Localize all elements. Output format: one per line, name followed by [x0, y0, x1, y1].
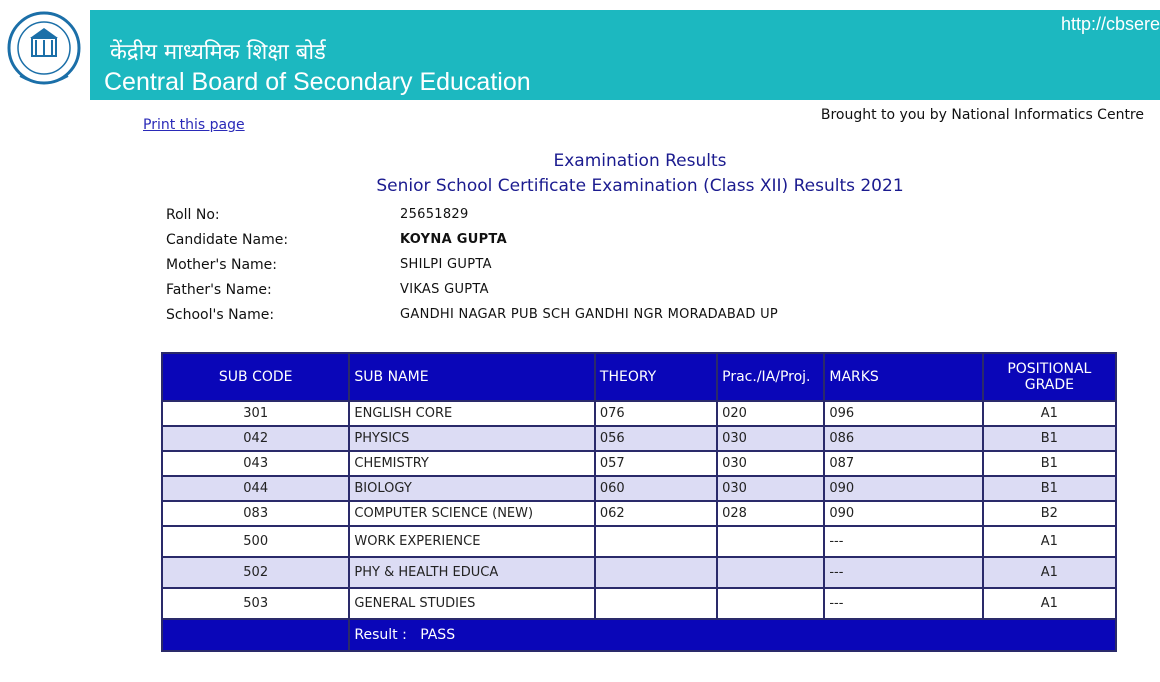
grade-cell: A1 [983, 526, 1116, 557]
mother-name-label: Mother's Name: [166, 256, 277, 273]
result-cell [349, 619, 1116, 651]
grade-cell: B1 [983, 476, 1116, 501]
sub-name-cell: BIOLOGY [349, 476, 595, 501]
table-row [162, 401, 1116, 426]
table-row [162, 526, 1116, 557]
theory-cell: 076 [595, 401, 717, 426]
grade-cell: B1 [983, 426, 1116, 451]
result-row [162, 619, 1116, 651]
header-banner [90, 10, 1160, 100]
col-sub-name: SUB NAME [349, 353, 595, 401]
header-title-hindi: केंद्रीय माध्यमिक शिक्षा बोर्ड [110, 40, 326, 65]
marks-cell: 090 [824, 476, 982, 501]
father-name-label: Father's Name: [166, 281, 272, 298]
credit-text: Brought to you by National Informatics Centre [820, 107, 1144, 123]
sub-code-cell: 500 [162, 526, 349, 557]
header-url[interactable]: http://cbsere [1060, 14, 1160, 34]
sub-name-cell: GENERAL STUDIES [349, 588, 595, 619]
roll-no-label: Roll No: [166, 206, 220, 223]
marks-cell: --- [824, 588, 982, 619]
roll-no-row [166, 202, 778, 227]
grade-cell: A1 [983, 557, 1116, 588]
marks-cell: 086 [824, 426, 982, 451]
print-page-link[interactable]: Print this page [143, 117, 245, 133]
sub-name-cell: ENGLISH CORE [349, 401, 595, 426]
col-marks: MARKS [824, 353, 982, 401]
candidate-name-row [166, 227, 778, 252]
prac-cell: 030 [717, 451, 824, 476]
grade-cell: A1 [983, 588, 1116, 619]
marks-cell: 090 [824, 501, 982, 526]
sub-code-cell: 044 [162, 476, 349, 501]
sub-code-cell: 503 [162, 588, 349, 619]
sub-code-cell: 301 [162, 401, 349, 426]
prac-cell: 030 [717, 476, 824, 501]
col-theory: THEORY [595, 353, 717, 401]
school-name-label: School's Name: [166, 306, 275, 323]
theory-cell: 057 [595, 451, 717, 476]
sub-name-cell: COMPUTER SCIENCE (NEW) [349, 501, 595, 526]
marks-cell: 087 [824, 451, 982, 476]
sub-name-cell: PHYSICS [349, 426, 595, 451]
table-header-row [162, 353, 1116, 401]
mother-name-row [166, 252, 778, 277]
sub-name-cell: WORK EXPERIENCE [349, 526, 595, 557]
grade-cell: A1 [983, 401, 1116, 426]
sub-code-cell: 083 [162, 501, 349, 526]
marks-cell: --- [824, 557, 982, 588]
candidate-name-label: Candidate Name: [166, 231, 289, 248]
candidate-info [166, 202, 778, 327]
table-row [162, 476, 1116, 501]
theory-cell [595, 526, 717, 557]
page-title: Examination Results [553, 151, 727, 171]
theory-cell [595, 557, 717, 588]
result-value: PASS [420, 627, 456, 643]
sub-code-cell: 042 [162, 426, 349, 451]
prac-cell [717, 588, 824, 619]
father-name-value: VIKAS GUPTA [400, 282, 489, 297]
sub-code-cell: 043 [162, 451, 349, 476]
results-table [161, 352, 1117, 652]
cbse-logo [6, 10, 82, 96]
candidate-name-value: KOYNA GUPTA [400, 232, 507, 247]
prac-cell [717, 526, 824, 557]
table-row [162, 501, 1116, 526]
school-name-row [166, 302, 778, 327]
col-grade-line2: GRADE [1024, 377, 1074, 393]
col-grade-line1: POSITIONAL [1007, 361, 1092, 377]
result-label: Result : [354, 627, 407, 643]
school-name-value: GANDHI NAGAR PUB SCH GANDHI NGR MORADABAD UP [400, 307, 779, 322]
sub-name-cell: CHEMISTRY [349, 451, 595, 476]
prac-cell: 028 [717, 501, 824, 526]
grade-cell: B2 [983, 501, 1116, 526]
col-prac: Prac./IA/Proj. [717, 353, 824, 401]
theory-cell: 062 [595, 501, 717, 526]
grade-cell: B1 [983, 451, 1116, 476]
table-row [162, 451, 1116, 476]
table-row [162, 588, 1116, 619]
theory-cell: 056 [595, 426, 717, 451]
marks-cell: 096 [824, 401, 982, 426]
table-row [162, 426, 1116, 451]
col-sub-code: SUB CODE [162, 353, 349, 401]
father-name-row [166, 277, 778, 302]
sub-name-cell: PHY & HEALTH EDUCA [349, 557, 595, 588]
sub-code-cell: 502 [162, 557, 349, 588]
theory-cell [595, 588, 717, 619]
prac-cell: 030 [717, 426, 824, 451]
result-spacer [162, 619, 349, 651]
mother-name-value: SHILPI GUPTA [400, 257, 492, 272]
table-row [162, 557, 1116, 588]
header-title-english: Central Board of Secondary Education [104, 68, 531, 96]
col-grade [983, 353, 1116, 401]
theory-cell: 060 [595, 476, 717, 501]
prac-cell: 020 [717, 401, 824, 426]
roll-no-value: 25651829 [400, 207, 469, 222]
prac-cell [717, 557, 824, 588]
page-subtitle: Senior School Certificate Examination (Class XII) Results 2021 [376, 176, 904, 196]
marks-cell: --- [824, 526, 982, 557]
